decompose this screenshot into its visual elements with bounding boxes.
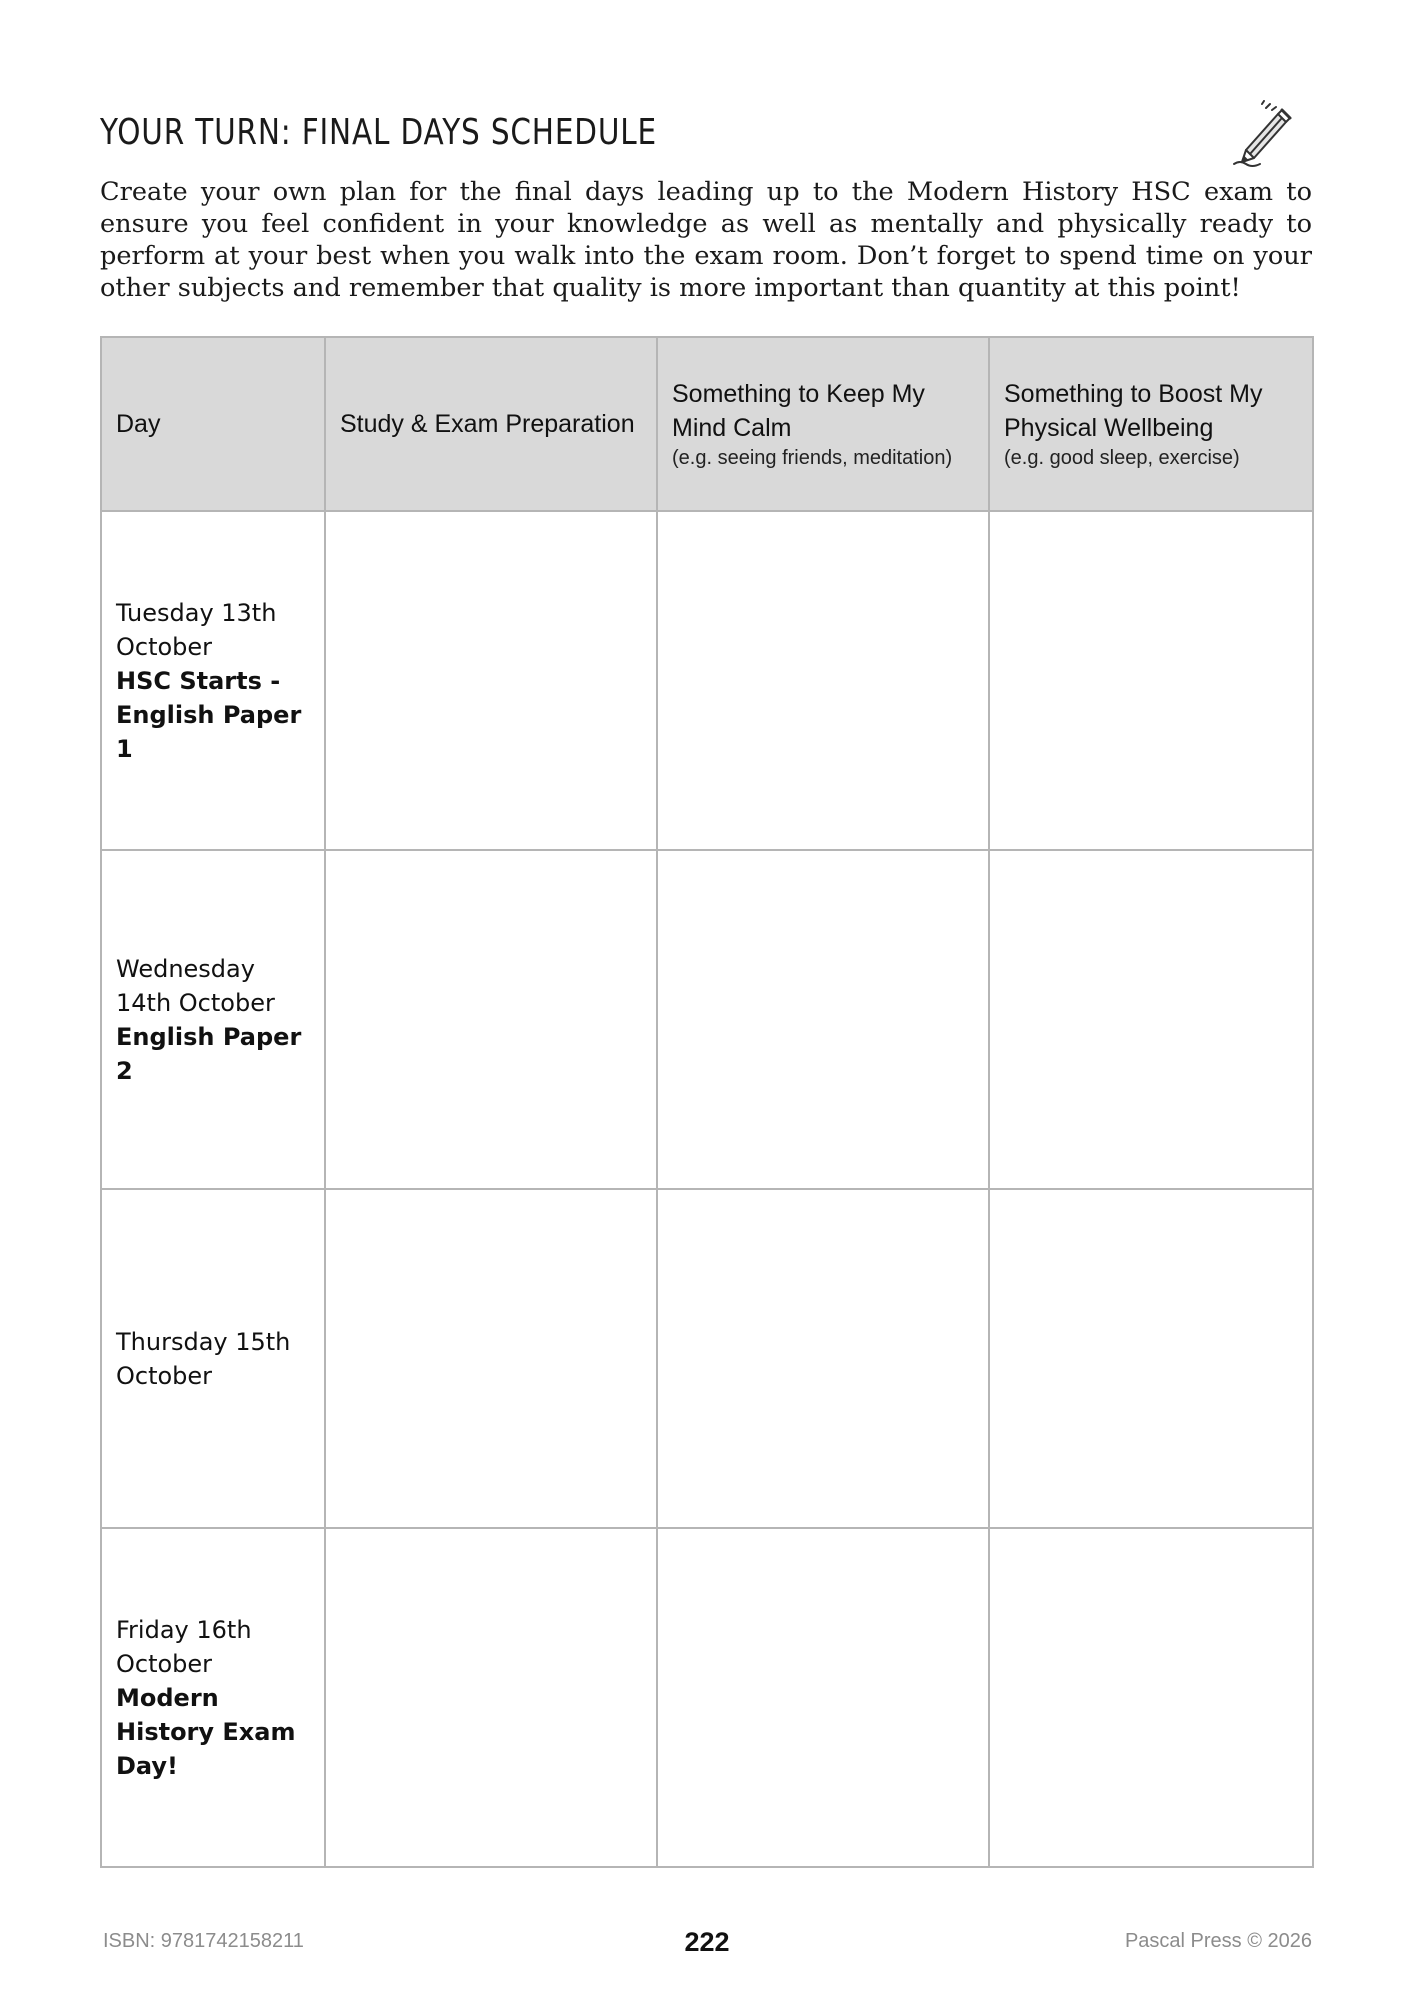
table-row	[101, 511, 1313, 850]
header-calm-hint: (e.g. seeing friends, meditation)	[672, 447, 953, 469]
header-calm	[657, 337, 989, 511]
day-event: HSC Starts - English Paper 1	[116, 666, 302, 763]
calm-cell[interactable]	[657, 1528, 989, 1867]
intro-paragraph: Create your own plan for the final days leading up to the Modern History HSC exam to ensure you feel confident in your knowledge as well as mentally and physically ready to perform at your best when you walk into the exam room. Don’t forget to spend time on your other subjects and remember that quality is more important than quantity at this point!	[100, 177, 1312, 303]
table-row	[101, 1189, 1313, 1528]
pencil-icon	[1226, 100, 1298, 172]
isbn-text: ISBN: 9781742158211	[103, 1930, 304, 1952]
study-cell[interactable]	[325, 1189, 657, 1528]
wellbeing-cell[interactable]	[989, 1189, 1313, 1528]
study-cell[interactable]	[325, 850, 657, 1189]
day-cell	[101, 511, 325, 850]
calm-cell[interactable]	[657, 850, 989, 1189]
day-cell	[101, 1189, 325, 1528]
schedule-table	[100, 336, 1314, 1868]
day-name: Wednesday 14th October	[116, 954, 275, 1017]
day-cell	[101, 850, 325, 1189]
day-name: Friday 16th October	[116, 1615, 252, 1678]
header-day-label: Day	[116, 410, 161, 438]
publisher-text: Pascal Press © 2026	[1124, 1930, 1312, 1952]
page-number: 222	[684, 1927, 730, 1957]
header-row	[101, 337, 1313, 511]
day-name: Tuesday 13th October	[116, 598, 277, 661]
header-study	[325, 337, 657, 511]
header-calm-label: Something to Keep My Mind Calm	[672, 380, 925, 442]
study-cell[interactable]	[325, 511, 657, 850]
header-study-label: Study & Exam Preparation	[340, 410, 635, 438]
table-row	[101, 1528, 1313, 1867]
header-wellbeing-label: Something to Boost My Physical Wellbeing	[1004, 380, 1263, 442]
wellbeing-cell[interactable]	[989, 850, 1313, 1189]
header-wellbeing-hint: (e.g. good sleep, exercise)	[1004, 447, 1240, 469]
calm-cell[interactable]	[657, 1189, 989, 1528]
day-event: English Paper 2	[116, 1022, 302, 1085]
table-row	[101, 850, 1313, 1189]
study-cell[interactable]	[325, 1528, 657, 1867]
wellbeing-cell[interactable]	[989, 511, 1313, 850]
day-name: Thursday 15th October	[116, 1327, 291, 1390]
day-cell	[101, 1528, 325, 1867]
day-event: Modern History Exam Day!	[116, 1683, 296, 1780]
calm-cell[interactable]	[657, 511, 989, 850]
page-title: YOUR TURN: FINAL DAYS SCHEDULE	[100, 112, 658, 153]
header-day	[101, 337, 325, 511]
wellbeing-cell[interactable]	[989, 1528, 1313, 1867]
header-wellbeing	[989, 337, 1313, 511]
